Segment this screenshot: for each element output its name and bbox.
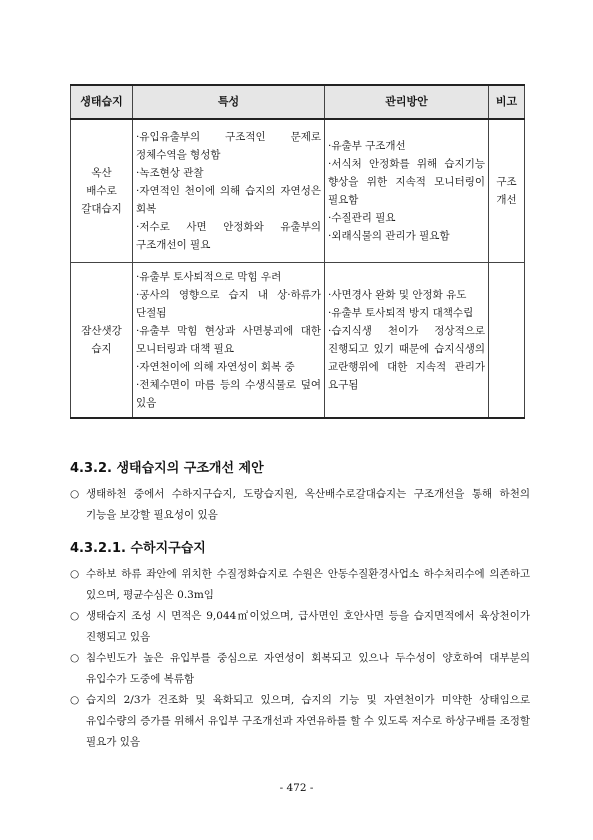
bullet-circle-icon: ○: [70, 694, 80, 706]
traits-cell: [133, 263, 325, 419]
paragraph-text: 생태습지 조성 시 면적은 9,044㎡이었으며, 급사면인 호안사면 등을 습지면적에서 육상천이가 진행되고 있음: [86, 610, 530, 643]
trait-item: ·녹조현상 관찰: [136, 167, 204, 179]
wetland-name-cell: [71, 119, 133, 263]
management-item: ·유출부 구조개선: [328, 140, 406, 152]
paragraph-text: 침수빈도가 높은 유입부를 중심으로 자연성이 회복되고 있으나 두수성이 양호하여 대부분의 유입수가 도중에 복류함: [86, 652, 530, 685]
wetland-name: 잠산샛강 습지: [81, 325, 122, 355]
trait-item: ·유출부 토사퇴적으로 막힘 우려: [136, 271, 282, 283]
body-paragraph: [70, 564, 530, 606]
management-item: ·유출부 토사퇴적 방지 대책수립: [328, 307, 474, 319]
table-row: [71, 119, 525, 263]
body-paragraph: [70, 690, 530, 753]
bullet-circle-icon: ○: [70, 652, 80, 664]
trait-item: ·유출부 막힘 현상과 사면붕괴에 대한 모니터링과 대책 필요: [136, 325, 321, 355]
bullet-circle-icon: ○: [70, 568, 80, 580]
section-heading: 4.3.2. 생태습지의 구조개선 제안: [70, 461, 264, 476]
table-header-row: [71, 85, 525, 119]
management-cell: [325, 119, 489, 263]
trait-item: ·공사의 영향으로 습지 내 상·하류가 단절됨: [136, 289, 321, 319]
header-traits: 특성: [133, 85, 325, 119]
paragraph-text: 습지의 2/3가 건조화 및 육화되고 있으며, 습지의 기능 및 자연천이가 미약한 상태임으로 유입수량의 증가를 위해서 유입부 구조개선과 자연유하를 할 수 있도록 저수로 하상구배를 조정할 필요가 있음: [86, 694, 530, 748]
trait-item: ·저수로 사면 안정화와 유출부의 구조개선이 필요: [136, 221, 321, 251]
table-row: [71, 263, 525, 419]
note-cell: [489, 263, 525, 419]
trait-item: ·유입유출부의 구조적인 문제로 정체수역을 형성함: [136, 131, 321, 161]
body-paragraph: [70, 648, 530, 690]
paragraph-text: 수하보 하류 좌안에 위치한 수질정화습지로 수원은 안동수질환경사업소 하수처리수에 의존하고 있으며, 평균수심은 0.3m임: [86, 568, 530, 601]
management-item: ·외래식물의 관리가 필요함: [328, 230, 450, 242]
trait-item: ·자연적인 천이에 의해 습지의 자연성은 회복: [136, 185, 321, 215]
management-item: ·수질관리 필요: [328, 212, 396, 224]
subsection-heading: 4.3.2.1. 수하지구습지: [70, 541, 206, 556]
trait-item: ·전체수면이 마름 등의 수생식물로 덮여 있음: [136, 379, 321, 409]
wetland-name: 옥산 배수로 갈대습지: [81, 167, 122, 215]
header-wetland: 생태습지: [71, 85, 133, 119]
intro-paragraph: [70, 484, 530, 526]
trait-item: ·자연천이에 의해 자연성이 회복 중: [136, 361, 295, 373]
header-note: 비고: [489, 85, 525, 119]
management-item: ·서식처 안정화를 위해 습지기능 향상을 위한 지속적 모니터링이 필요함: [328, 158, 485, 206]
wetland-management-table: [70, 84, 525, 419]
management-item: ·사면경사 완화 및 안정화 유도: [328, 289, 467, 301]
header-management: 관리방안: [325, 85, 489, 119]
paragraph-text: 생태하천 중에서 수하지구습지, 도랑습지원, 옥산배수로갈대습지는 구조개선을 통해 하천의 기능을 보강할 필요성이 있음: [86, 488, 530, 521]
bullet-circle-icon: ○: [70, 488, 80, 500]
wetland-name-cell: [71, 263, 133, 419]
bullet-circle-icon: ○: [70, 610, 80, 622]
management-cell: [325, 263, 489, 419]
traits-cell: [133, 119, 325, 263]
note-cell: [489, 119, 525, 263]
note-text: 구조 개선: [496, 176, 517, 206]
body-paragraph: [70, 606, 530, 648]
page-number: - 472 -: [279, 782, 314, 794]
management-item: ·습지식생 천이가 정상적으로 진행되고 있기 때문에 습지식생의 교란행위에 대한 지속적 관리가 요구됨: [328, 325, 485, 391]
